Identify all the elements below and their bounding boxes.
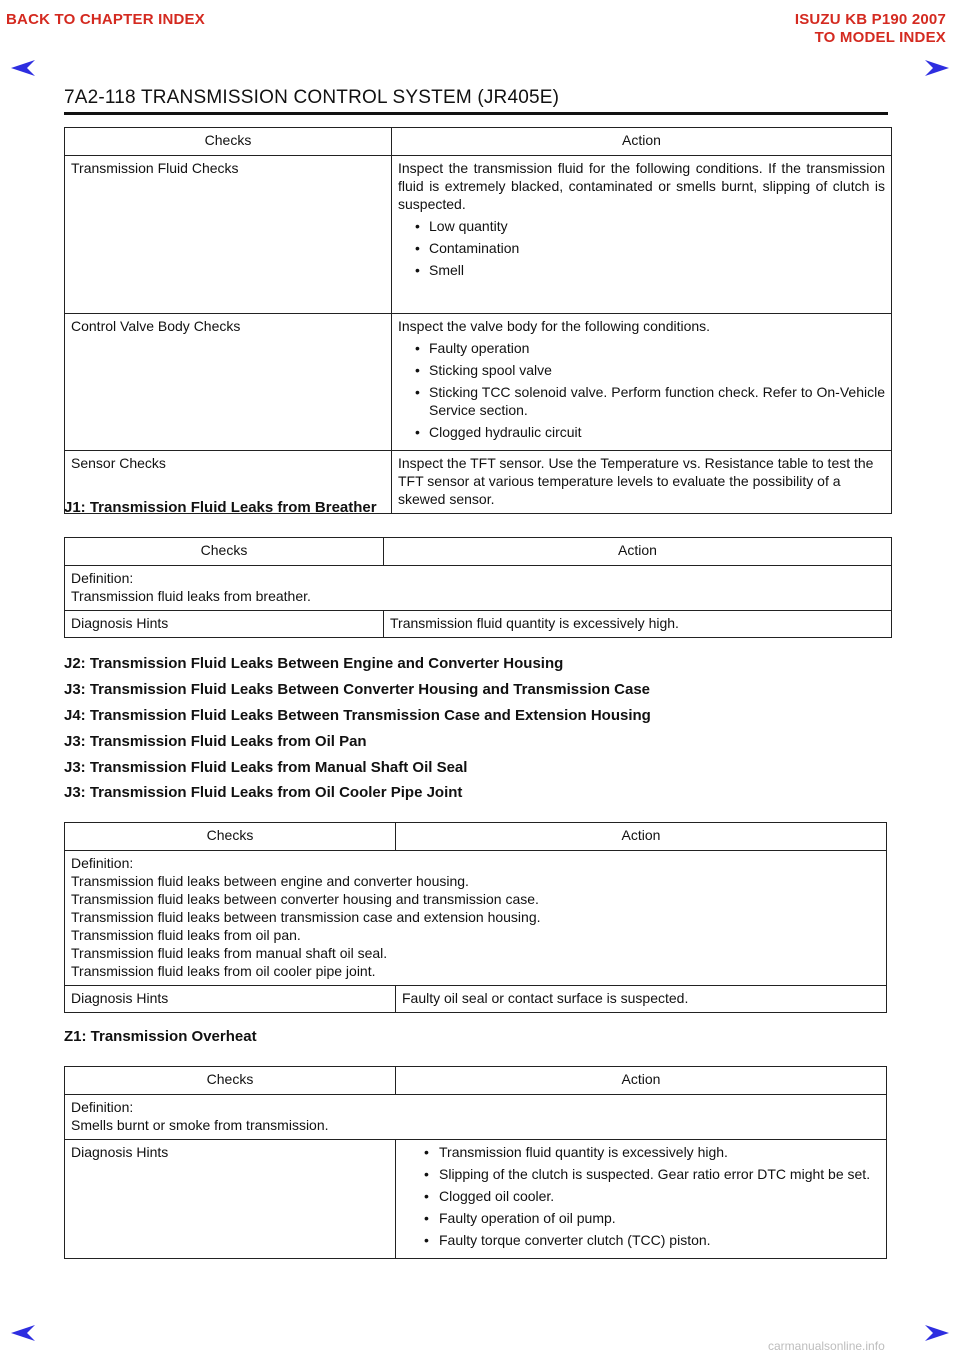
section-heading-j3-converter: J3: Transmission Fluid Leaks Between Converter Housing and Transmission Case (64, 681, 651, 698)
list-item: • Slipping of the clutch is suspected. Gear ratio error DTC might be set. (424, 1166, 871, 1182)
list-item: • Sticking spool valve (415, 362, 552, 378)
check-cell: Control Valve Body Checks (65, 314, 392, 451)
table-header-row (65, 1067, 887, 1095)
action-header: Action (384, 538, 892, 566)
table-row (65, 1095, 887, 1140)
table-row (65, 851, 887, 986)
next-page-arrow-icon[interactable] (924, 59, 950, 77)
next-page-arrow-icon[interactable] (924, 1324, 950, 1342)
section-heading-j3-oil-pan: J3: Transmission Fluid Leaks from Oil Pan (64, 733, 367, 750)
list-item: • Sticking TCC solenoid valve. Perform function check. Refer to On-Vehicle Service section. (415, 384, 885, 418)
to-model-index-link[interactable]: TO MODEL INDEX (814, 29, 946, 46)
list-item: • Contamination (415, 240, 520, 256)
list-item: • Transmission fluid quantity is excessively high. (424, 1144, 728, 1160)
table-row (65, 986, 887, 1013)
list-item: • Smell (415, 262, 465, 278)
action-cell (392, 314, 892, 451)
section-heading-j3-manual-shaft: J3: Transmission Fluid Leaks from Manual Shaft Oil Seal (64, 759, 468, 776)
table-header-row (65, 538, 892, 566)
hints-label-cell: Diagnosis Hints (65, 986, 396, 1013)
bullet-list (402, 1143, 880, 1249)
hints-cell (396, 1140, 887, 1259)
checks-header: Checks (65, 1067, 396, 1095)
checks-header: Checks (65, 128, 392, 156)
model-title: ISUZU KB P190 2007 (794, 11, 946, 28)
title-rule (64, 112, 888, 115)
previous-page-arrow-icon[interactable] (10, 1324, 36, 1342)
check-cell: Transmission Fluid Checks (65, 156, 392, 314)
definition-cell: Definition: Smells burnt or smoke from transmission. (65, 1095, 887, 1140)
hints-label-cell: Diagnosis Hints (65, 611, 384, 638)
action-text: Inspect the valve body for the following conditions. (398, 318, 711, 334)
table-row (65, 314, 892, 451)
list-item: • Faulty operation of oil pump. (424, 1210, 616, 1226)
table-header-row (65, 128, 892, 156)
table-row (65, 1140, 887, 1259)
list-item: • Clogged oil cooler. (424, 1188, 555, 1204)
table-row (65, 156, 892, 314)
definition-cell: Definition: Transmission fluid leaks from breather. (65, 566, 892, 611)
checks-header: Checks (65, 538, 384, 566)
section-heading-j4: J4: Transmission Fluid Leaks Between Transmission Case and Extension Housing (64, 707, 651, 724)
j-leaks-table (64, 822, 887, 1013)
list-item: • Faulty operation (415, 340, 530, 356)
previous-page-arrow-icon[interactable] (10, 59, 36, 77)
page-title: 7A2-118 TRANSMISSION CONTROL SYSTEM (JR405E) (64, 87, 560, 108)
action-header: Action (396, 823, 887, 851)
section-heading-z1: Z1: Transmission Overheat (64, 1028, 257, 1045)
hints-cell: Faulty oil seal or contact surface is suspected. (396, 986, 887, 1013)
transmission-checks-table (64, 127, 892, 514)
list-item: • Faulty torque converter clutch (TCC) piston. (424, 1232, 711, 1248)
back-to-chapter-link[interactable]: BACK TO CHAPTER INDEX (6, 11, 205, 28)
action-cell (392, 156, 892, 314)
action-cell: Inspect the TFT sensor. Use the Temperature vs. Resistance table to test the TFT sensor at various temperature levels to evaluate the possibility of a skewed sensor. (392, 451, 892, 514)
action-header: Action (392, 128, 892, 156)
list-item: • Clogged hydraulic circuit (415, 424, 582, 440)
action-header: Action (396, 1067, 887, 1095)
table-row (65, 611, 892, 638)
checks-header: Checks (65, 823, 396, 851)
section-heading-j2: J2: Transmission Fluid Leaks Between Engine and Converter Housing (64, 655, 564, 672)
z1-table (64, 1066, 887, 1259)
table-row (65, 566, 892, 611)
section-heading-j3-oil-cooler: J3: Transmission Fluid Leaks from Oil Cooler Pipe Joint (64, 784, 463, 801)
model-index-block[interactable] (795, 11, 946, 47)
j1-table (64, 537, 892, 638)
list-item: • Low quantity (415, 218, 508, 234)
check-cell: Sensor Checks (65, 451, 392, 514)
section-heading-j1: J1: Transmission Fluid Leaks from Breather (64, 499, 377, 516)
hints-cell: Transmission fluid quantity is excessively high. (384, 611, 892, 638)
definition-cell: Definition: Transmission fluid leaks between engine and converter housing. Transmission fluid leaks between converter housing and transmission case. Transmission fluid leaks between transmission case and extension housing. Transmission fluid leaks from oil pan. Transmission fluid leaks from manual shaft oil seal. Transmission fluid leaks from oil cooler pipe joint. (65, 851, 887, 986)
bullet-list (398, 339, 885, 441)
bullet-list (398, 217, 885, 279)
action-text: Inspect the transmission fluid for the following conditions. If the transmission fluid is extremely blacked, contaminated or smells burnt, slipping of clutch is suspected. (398, 160, 885, 212)
watermark-text: carmanualsonline.info (768, 1339, 885, 1353)
hints-label-cell: Diagnosis Hints (65, 1140, 396, 1259)
table-header-row (65, 823, 887, 851)
